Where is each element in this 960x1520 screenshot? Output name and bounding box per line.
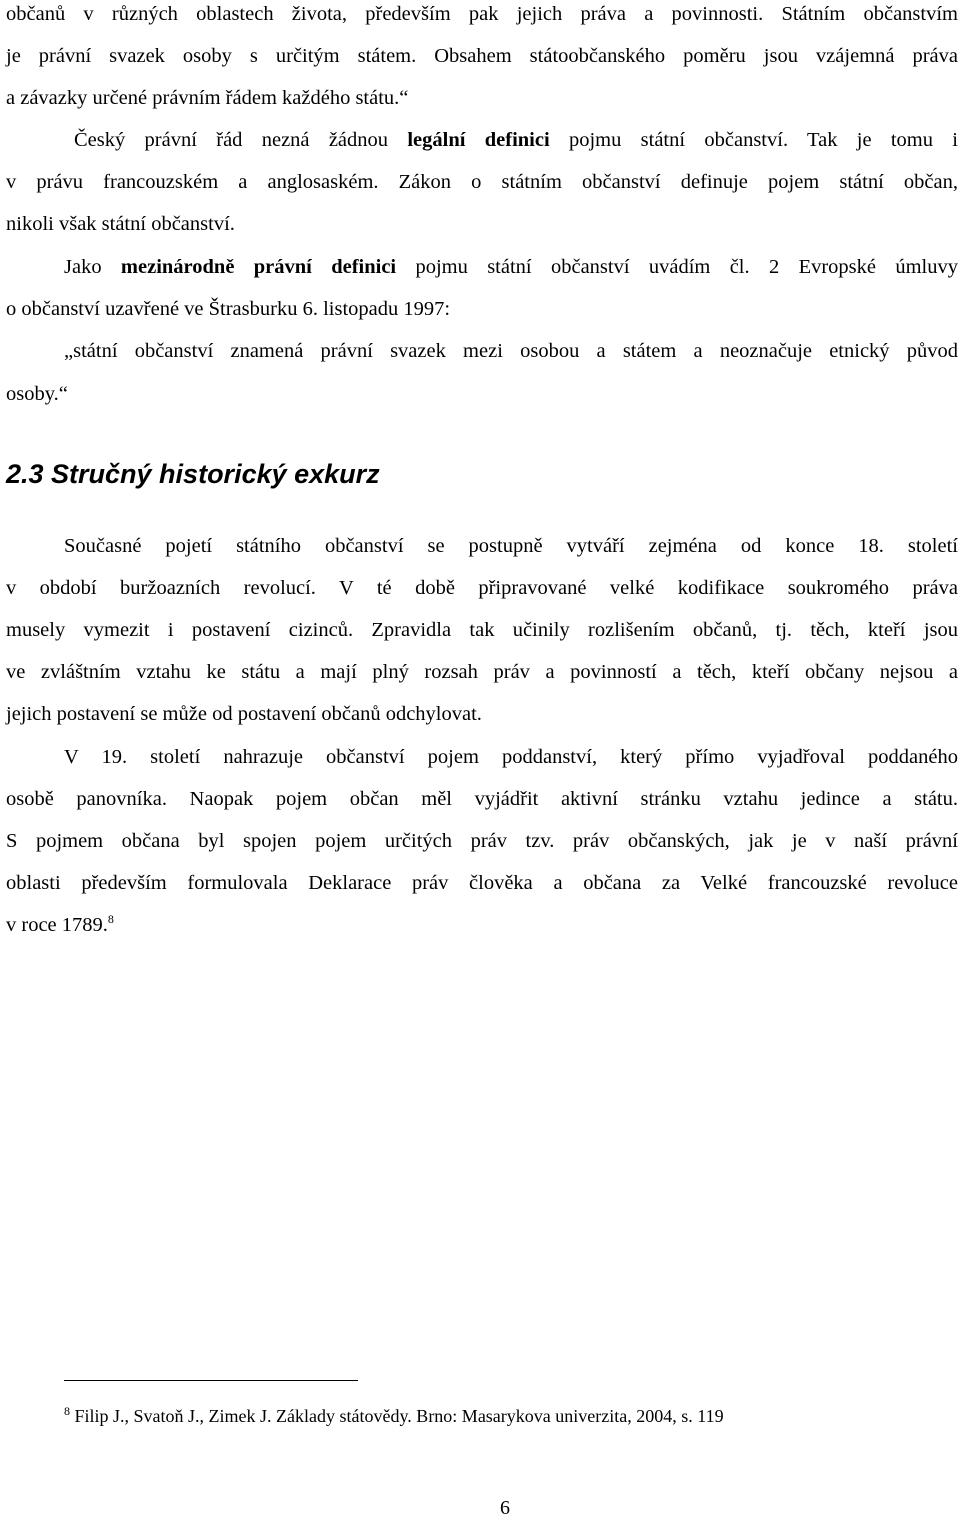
paragraph-line: jejich postavení se může od postavení občanů odchylovat. [6, 703, 482, 725]
footnote [64, 1404, 724, 1428]
text-run: pojmu státní občanství. Tak je tomu i [549, 129, 959, 151]
paragraph-line: v právu francouzském a anglosaském. Zákon o státním občanství definuje pojem státní občan, [6, 171, 958, 193]
paragraph-line: S pojmem občana byl spojen pojem určitých práv tzv. práv občanských, jak je v naší právní [6, 830, 958, 852]
footnote-number: 8 [64, 1404, 70, 1418]
paragraph-line: Současné pojetí státního občanství se postupně vytváří zejména od konce 18. století [64, 535, 958, 557]
section-heading: 2.3 Stručný historický exkurz [6, 459, 380, 489]
footnote-reference[interactable]: 8 [107, 912, 114, 927]
quote-line: „státní občanství znamená právní svazek mezi osobou a státem a neoznačuje etnický původ [64, 340, 958, 362]
paragraph-line: ve zvláštním vztahu ke státu a mají plný rozsah práv a povinností a těch, kteří občany nejsou a [6, 661, 958, 683]
text-run: Jako [64, 256, 121, 278]
text-run: Český právní řád nezná žádnou [74, 129, 408, 151]
paragraph-line [74, 126, 958, 154]
bold-term: legální definici [407, 129, 550, 151]
page-number: 6 [500, 1497, 510, 1519]
paragraph-line: v období buržoazních revolucí. V té době připravované velké kodifikace soukromého práva [6, 577, 958, 599]
paragraph-line: nikoli však státní občanství. [6, 213, 235, 235]
paragraph-line [6, 911, 958, 939]
paragraph-line: a závazky určené právním řádem každého státu.“ [6, 87, 409, 109]
quote-line: osoby.“ [6, 383, 68, 405]
footnote-separator [64, 1380, 358, 1381]
paragraph-line: občanů v různých oblastech života, především pak jejich práva a povinnosti. Státním občanstvím [6, 3, 958, 25]
paragraph-line: je právní svazek osoby s určitým státem. Obsahem státoobčanského poměru jsou vzájemná práva [6, 45, 958, 67]
paragraph-line: oblasti především formulovala Deklarace práv člověka a občana za Velké francouzské revoluce [6, 872, 958, 894]
paragraph-line [64, 253, 958, 281]
paragraph-line: musely vymezit i postavení cizinců. Zpravidla tak učinily rozlišením občanů, tj. těch, kteří jsou [6, 619, 958, 641]
text-run: pojmu státní občanství uvádím čl. 2 Evropské úmluvy [396, 256, 958, 278]
paragraph-line: osobě panovníka. Naopak pojem občan měl vyjádřit aktivní stránku vztahu jedince a státu. [6, 788, 958, 810]
paragraph-line: o občanství uzavřené ve Štrasburku 6. listopadu 1997: [6, 298, 451, 320]
footnote-text: Filip J., Svatoň J., Zimek J. Základy státovědy. Brno: Masarykova univerzita, 2004, s. 119 [74, 1406, 724, 1426]
bold-term: mezinárodně právní definici [120, 256, 397, 278]
paragraph-line: V 19. století nahrazuje občanství pojem poddanství, který přímo vyjadřoval poddaného [64, 746, 958, 768]
text-run: v roce 1789. [6, 914, 108, 936]
